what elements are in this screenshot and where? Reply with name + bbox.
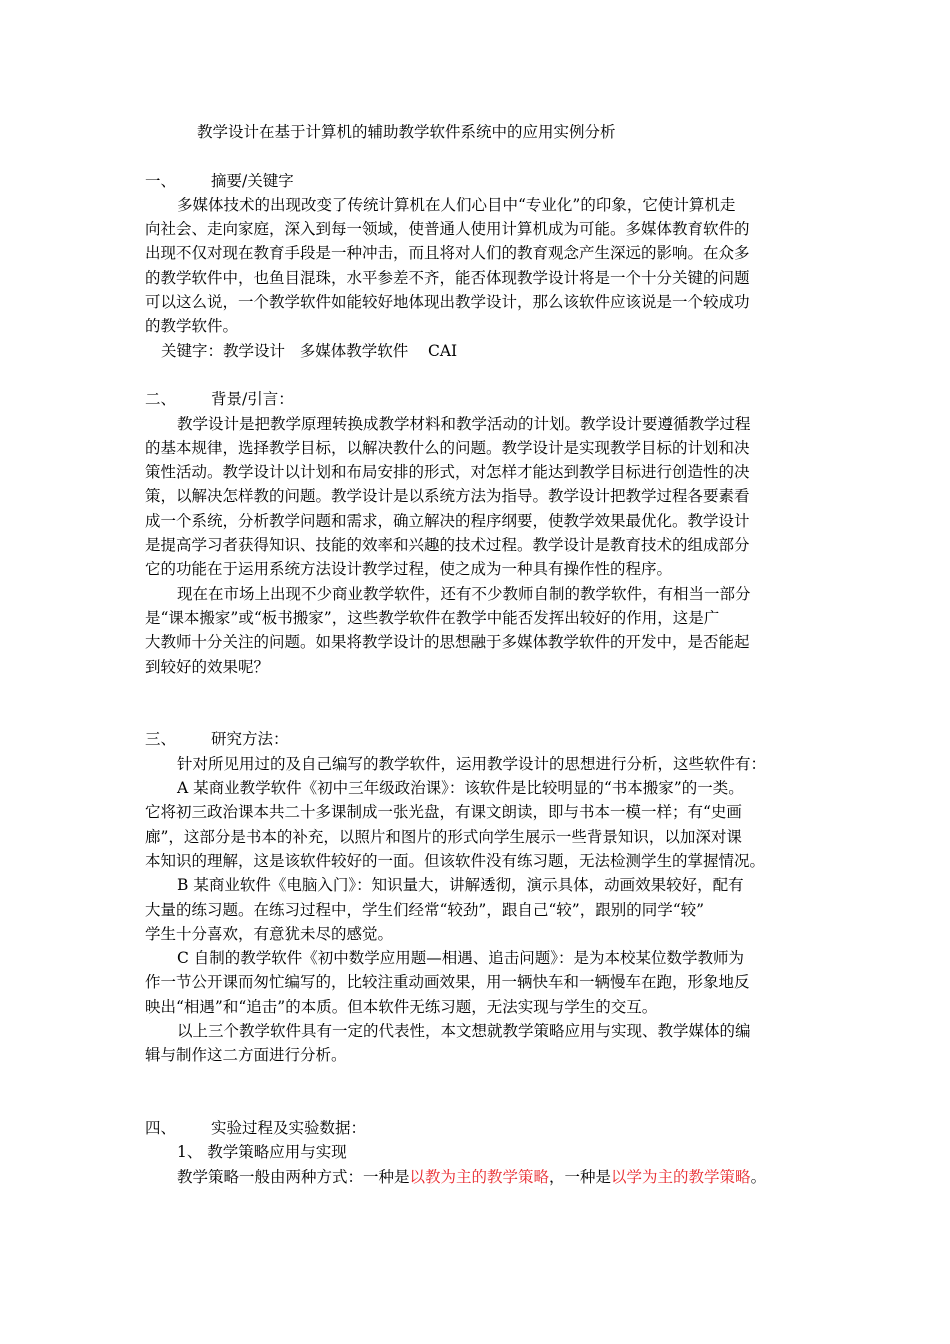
section-3-heading (145, 727, 810, 751)
paragraph-line: 的教学软件中，也鱼目混珠，水平参差不齐，能否体现教学设计将是一个十分关键的问题 (145, 268, 750, 287)
highlighted-text: 以教为主的教学策略 (409, 1167, 550, 1186)
paragraph-line: 针对所见用过的及自己编写的教学软件，运用教学设计的思想进行分析，这些软件有： (177, 754, 767, 773)
section-number: 二、 (145, 390, 177, 409)
paragraph-line: 向社会、走向家庭，深入到每一领域，使普通人使用计算机成为可能。多媒体教育软件的 (145, 220, 750, 239)
section-2-heading (145, 387, 810, 411)
paragraph-line: 大量的练习题。在练习过程中，学生们经常“较劲”，跟自己“较”，跟别的同学“较” (145, 900, 705, 919)
paragraph-line: 本知识的理解，这是该软件较好的一面。但该软件没有练习题，无法检测学生的掌握情况。 (145, 851, 766, 870)
section-4-heading (145, 1116, 810, 1140)
paragraph-line: 成一个系统，分析教学问题和需求，确立解决的程序纲要，使教学效果最优化。教学设计 (145, 511, 750, 530)
section-title: 摘要/关键字 (211, 171, 294, 190)
paragraph-line: 廊”，这部分是书本的补充，以照片和图片的形式向学生展示一些背景知识，以加深对课 (145, 827, 742, 846)
section-title: 实验过程及实验数据： (211, 1119, 367, 1138)
section-1-heading (145, 169, 810, 193)
paragraph-line: 的教学软件。 (145, 317, 239, 336)
paragraph-line: 是提高学习者获得知识、技能的效率和兴趣的技术过程。教学设计是教育技术的组成部分 (145, 536, 750, 555)
paragraph-line: 大教师十分关注的问题。如果将教学设计的思想融于多媒体教学软件的开发中，是否能起 (145, 633, 750, 652)
paragraph-line: 教学设计是把教学原理转换成教学材料和教学活动的计划。教学设计要遵循教学过程 (177, 414, 751, 433)
keywords-line: 关键字：教学设计 多媒体教学软件 CAI (161, 341, 458, 360)
document-page (145, 120, 810, 1189)
paragraph-line: C 自制的教学软件《初中数学应用题—相遇、追击问题》：是为本校某位数学教师为 (177, 949, 745, 968)
paragraph-line: 映出“相遇”和“追击”的本质。但本软件无练习题，无法实现与学生的交互。 (145, 997, 658, 1016)
section-title: 背景/引言： (211, 390, 294, 409)
section-number: 一、 (145, 171, 177, 190)
text-run: ，一种是 (549, 1167, 612, 1186)
document-title: 教学设计在基于计算机的辅助教学软件系统中的应用实例分析 (197, 123, 616, 141)
paragraph-line: 策，以解决怎样教的问题。教学设计是以系统方法为指导。教学设计把教学过程各要素看 (145, 487, 750, 506)
paragraph-line: 策性活动。教学设计以计划和布局安排的形式，对怎样才能达到教学目标进行创造性的决 (145, 463, 750, 482)
paragraph-line (145, 1165, 810, 1189)
paragraph-line: 到较好的效果呢？ (145, 657, 270, 676)
paragraph-line: 它将初三政治课本共二十多课制成一张光盘，有课文朗读，即与书本一模一样；有“史画 (145, 803, 742, 822)
paragraph-line: 的基本规律，选择教学目标，以解决教什么的问题。教学设计是实现教学目标的计划和决 (145, 438, 750, 457)
paragraph-line: 现在在市场上出现不少商业教学软件，还有不少教师自制的教学软件，有相当一部分 (177, 584, 751, 603)
paragraph-line: 学生十分喜欢，有意犹未尽的感觉。 (145, 924, 394, 943)
text-run: 教学策略一般由两种方式：一种是 (177, 1167, 410, 1186)
paragraph-line: 它的功能在于运用系统方法设计教学过程，使之成为一种具有操作性的程序。 (145, 560, 673, 579)
paragraph-line: B 某商业软件《电脑入门》：知识量大，讲解透彻，演示具体，动画效果较好，配有 (177, 876, 744, 895)
section-title: 研究方法： (211, 730, 289, 749)
section-number: 三、 (145, 730, 177, 749)
paragraph-line: 可以这么说，一个教学软件如能较好地体现出教学设计，那么该软件应该说是一个较成功 (145, 293, 750, 312)
paragraph-line: 是“课本搬家”或“板书搬家”，这些教学软件在教学中能否发挥出较好的作用，这是广 (145, 608, 720, 627)
highlighted-text: 以学为主的教学策略 (611, 1167, 751, 1186)
paragraph-line: 作一节公开课而匆忙编写的，比较注重动画效果，用一辆快车和一辆慢车在跑，形象地反 (145, 973, 750, 992)
paragraph-line: 以上三个教学软件具有一定的代表性，本文想就教学策略应用与实现、教学媒体的编 (177, 1021, 751, 1040)
paragraph-line: 辑与制作这二方面进行分析。 (145, 1046, 347, 1065)
paragraph-line: 多媒体技术的出现改变了传统计算机在人们心目中“专业化”的印象，它使计算机走 (177, 195, 736, 214)
paragraph-line: A 某商业教学软件《初中三年级政治课》：该软件是比较明显的“书本搬家”的一类。 (177, 779, 744, 798)
text-run: 。 (750, 1167, 767, 1186)
section-number: 四、 (145, 1119, 177, 1138)
subsection-heading: 1、 教学策略应用与实现 (177, 1143, 347, 1162)
paragraph-line: 出现不仅对现在教育手段是一种冲击，而且将对人们的教育观念产生深远的影响。在众多 (145, 244, 750, 263)
